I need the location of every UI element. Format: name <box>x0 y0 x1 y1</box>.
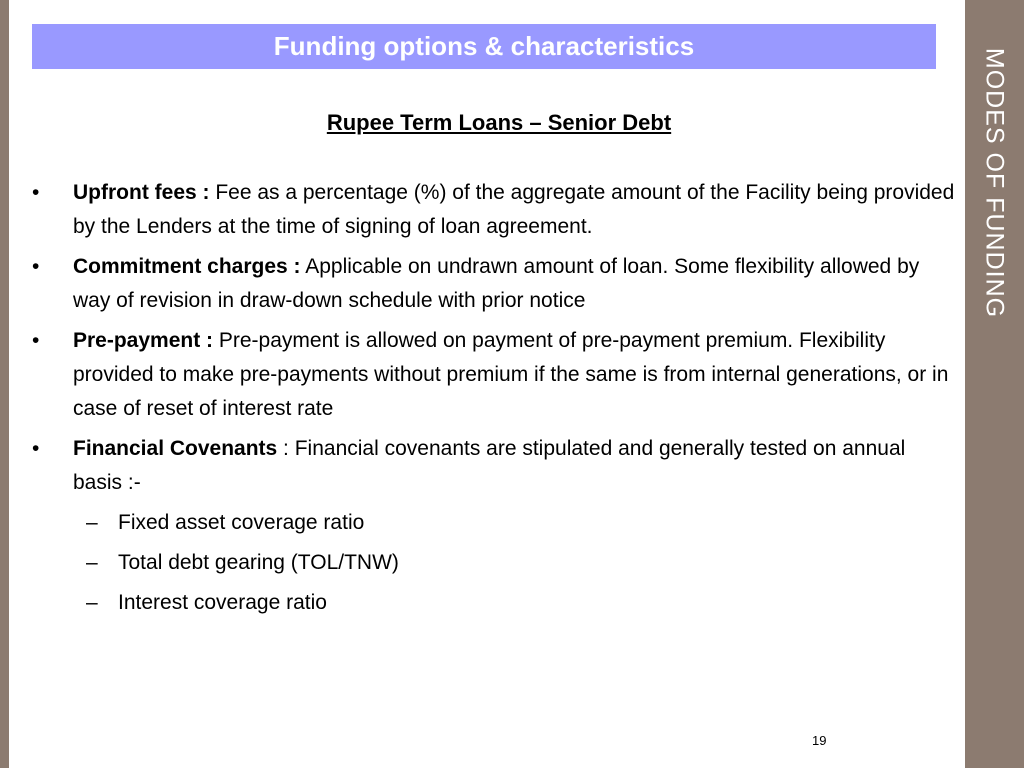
bullet-marker: • <box>32 255 40 278</box>
content-list <box>32 176 957 626</box>
sub-item-interest-coverage <box>32 586 957 620</box>
sub-item-fixed-asset-coverage <box>32 506 957 540</box>
bullet-text: Fee as a percentage (%) of the aggregate amount of the Facility being provided by the Lenders at the time of signing of loan agreement. <box>73 181 955 238</box>
bullet-marker: • <box>32 329 40 352</box>
bullet-item-pre-payment <box>32 324 957 426</box>
bullet-term: Commitment charges : <box>73 255 301 278</box>
title-bar <box>32 24 936 69</box>
bullet-text: Applicable on undrawn amount of loan. Some flexibility allowed by way of revision in draw-down schedule with prior notice <box>73 255 920 312</box>
bullet-text: : Financial covenants are stipulated and generally tested on annual basis :- <box>73 437 906 494</box>
sub-item-text: Interest coverage ratio <box>118 591 327 614</box>
bullet-item-upfront-fees <box>32 176 957 244</box>
sub-item-marker: – <box>86 591 98 614</box>
bullet-item-commitment-charges <box>32 250 957 318</box>
bullet-term: Financial Covenants <box>73 437 278 460</box>
bullet-marker: • <box>32 181 40 204</box>
bullet-text: Pre-payment is allowed on payment of pre-payment premium. Flexibility provided to make pre-payments without premium if the same is from internal generations, or in case of reset of interest rate <box>73 329 949 420</box>
sub-item-marker: – <box>86 511 98 534</box>
sub-item-text: Total debt gearing (TOL/TNW) <box>118 551 399 574</box>
bullet-term: Pre-payment : <box>73 329 214 352</box>
sub-item-total-debt-gearing <box>32 546 957 580</box>
page-number: 19 <box>812 733 827 748</box>
sub-item-marker: – <box>86 551 98 574</box>
bullet-marker: • <box>32 437 40 460</box>
side-section-label: MODES OF FUNDING <box>980 47 1009 319</box>
bullet-item-financial-covenants <box>32 432 957 500</box>
bullet-term: Upfront fees : <box>73 181 210 204</box>
slide-title: Funding options & characteristics <box>273 31 695 61</box>
slide-subtitle: Rupee Term Loans – Senior Debt <box>326 110 672 135</box>
sub-item-text: Fixed asset coverage ratio <box>118 511 365 534</box>
